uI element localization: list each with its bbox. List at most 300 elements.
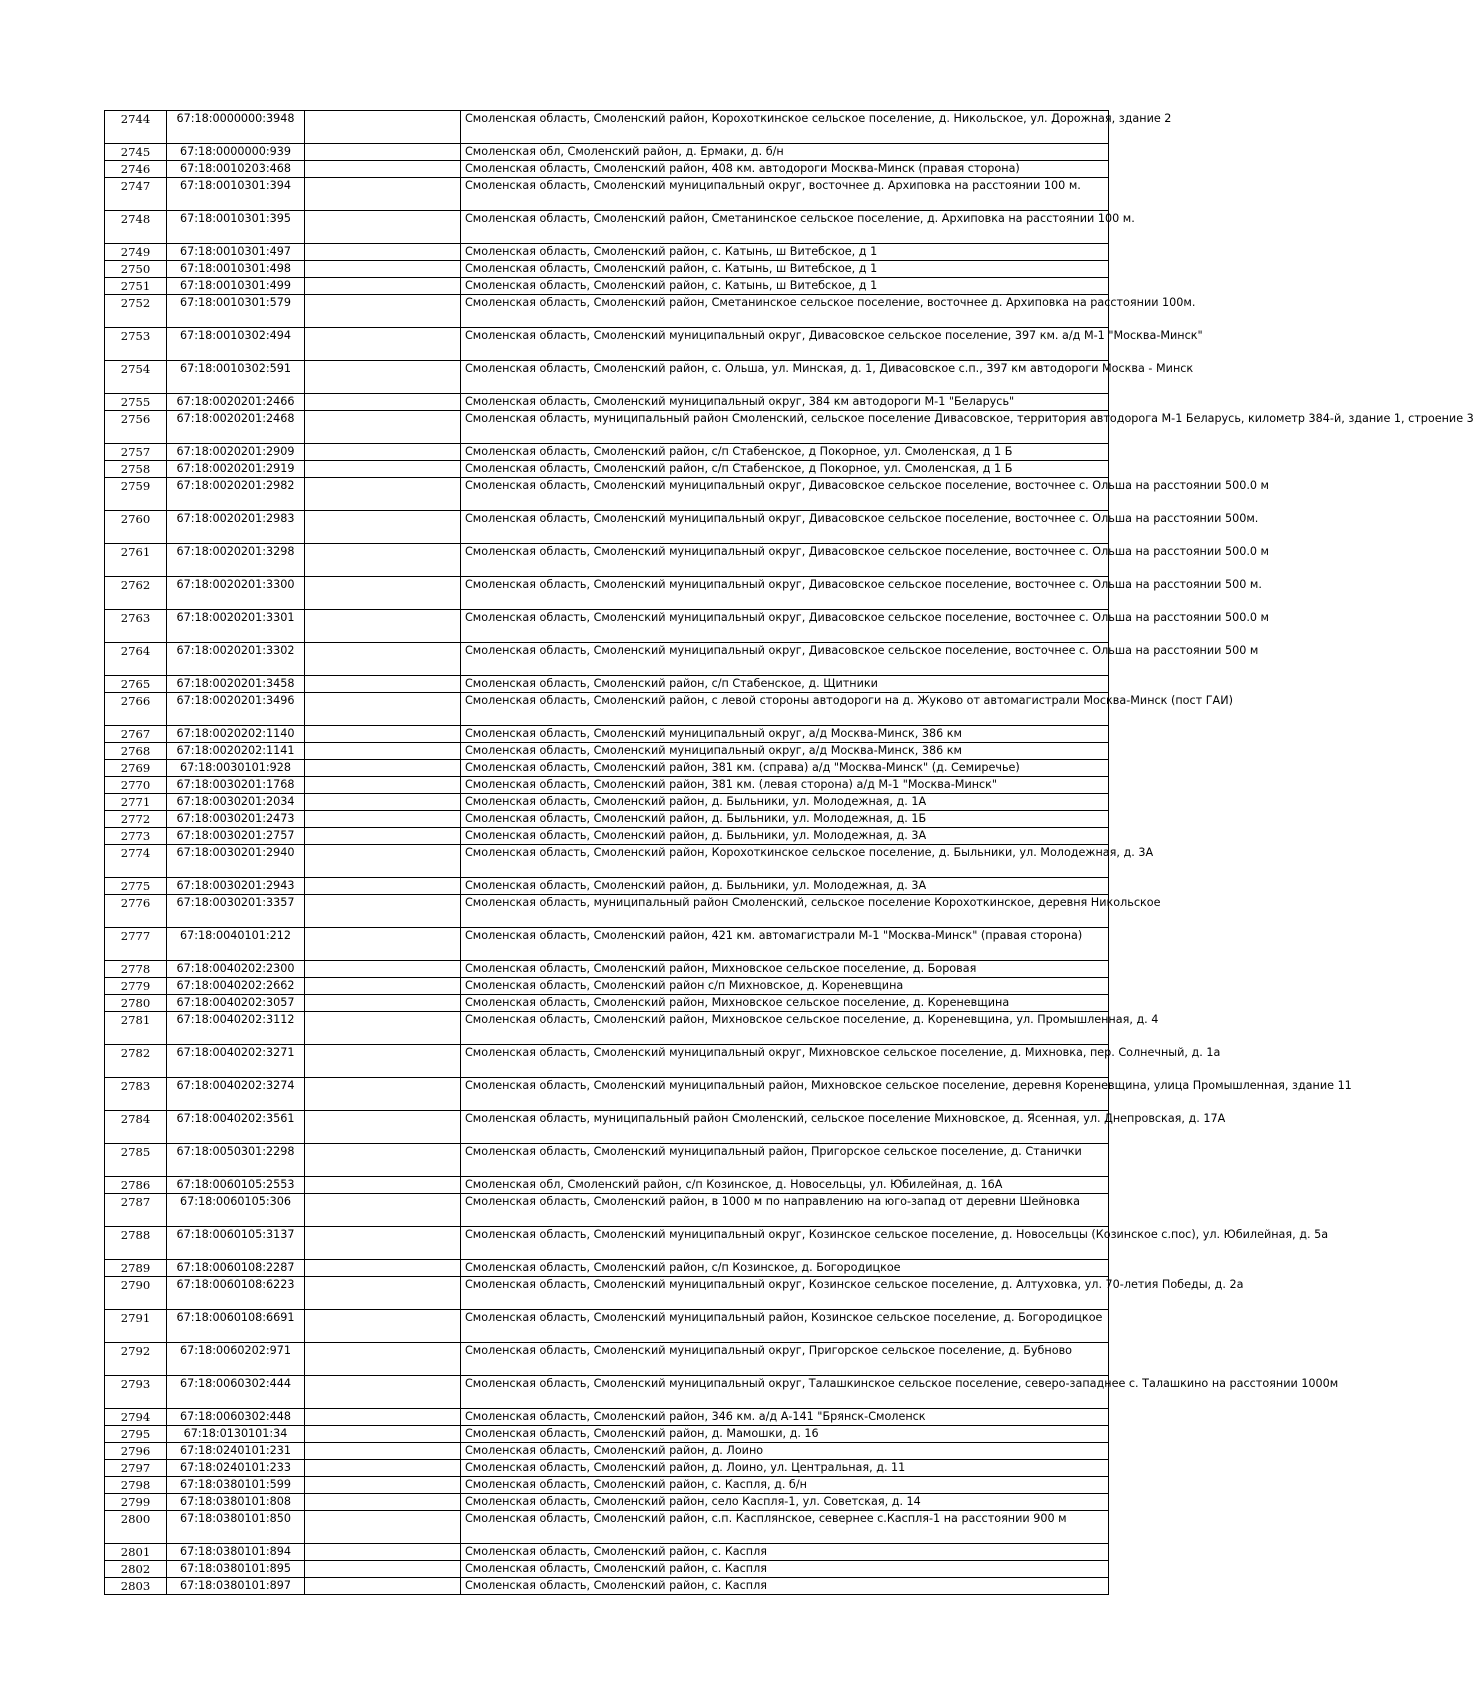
- note-cell: [305, 144, 461, 161]
- note-cell: [305, 244, 461, 261]
- address-cell: Смоленская область, Смоленский район, д. Быльники, ул. Молодежная, д. 3А: [461, 878, 1109, 895]
- address-cell: Смоленская обл, Смоленский район, д. Ермаки, д. б/н: [461, 144, 1109, 161]
- row-number-cell: 2761: [105, 544, 167, 577]
- cadastral-number-cell: 67:18:0010301:395: [167, 211, 305, 244]
- table-row: [105, 1012, 1109, 1045]
- table-row: [105, 511, 1109, 544]
- row-number-cell: 2783: [105, 1078, 167, 1111]
- note-cell: [305, 1426, 461, 1443]
- note-cell: [305, 1045, 461, 1078]
- address-cell: Смоленская обл, Смоленский район, с/п Козинское, д. Новосельцы, ул. Юбилейная, д. 16А: [461, 1177, 1109, 1194]
- table-row: [105, 643, 1109, 676]
- address-cell: Смоленская область, Смоленский район, с/п Стабенское, д. Щитники: [461, 676, 1109, 693]
- note-cell: [305, 928, 461, 961]
- cadastral-number-cell: 67:18:0010302:494: [167, 328, 305, 361]
- table-row: [105, 961, 1109, 978]
- note-cell: [305, 995, 461, 1012]
- address-cell: Смоленская область, Смоленский муниципальный округ, Дивасовское сельское поселение, восточнее с. Ольша на расстоянии 500м.: [461, 511, 1109, 544]
- row-number-cell: 2786: [105, 1177, 167, 1194]
- address-cell: Смоленская область, Смоленский муниципальный округ, а/д Москва-Минск, 386 км: [461, 726, 1109, 743]
- table-row: [105, 328, 1109, 361]
- table-row: [105, 1578, 1109, 1595]
- table-row: [105, 743, 1109, 760]
- note-cell: [305, 577, 461, 610]
- cadastral-number-cell: 67:18:0030201:3357: [167, 895, 305, 928]
- row-number-cell: 2745: [105, 144, 167, 161]
- table-row: [105, 928, 1109, 961]
- address-cell: Смоленская область, Смоленский район, с.п. Касплянское, севернее с.Каспля-1 на расстоянии 900 м: [461, 1511, 1109, 1544]
- note-cell: [305, 1194, 461, 1227]
- row-number-cell: 2790: [105, 1277, 167, 1310]
- row-number-cell: 2782: [105, 1045, 167, 1078]
- address-cell: Смоленская область, Смоленский муниципальный район, Пригорское сельское поселение, д. Станички: [461, 1144, 1109, 1177]
- note-cell: [305, 111, 461, 144]
- table-row: [105, 726, 1109, 743]
- note-cell: [305, 1277, 461, 1310]
- table-row: [105, 845, 1109, 878]
- address-cell: Смоленская область, Смоленский муниципальный округ, Дивасовское сельское поселение, восточнее с. Ольша на расстоянии 500.0 м: [461, 544, 1109, 577]
- row-number-cell: 2791: [105, 1310, 167, 1343]
- note-cell: [305, 895, 461, 928]
- row-number-cell: 2776: [105, 895, 167, 928]
- table-row: [105, 1277, 1109, 1310]
- row-number-cell: 2779: [105, 978, 167, 995]
- table-row: [105, 1376, 1109, 1409]
- table-row: [105, 1409, 1109, 1426]
- note-cell: [305, 1409, 461, 1426]
- note-cell: [305, 328, 461, 361]
- address-cell: Смоленская область, Смоленский муниципальный округ, Дивасовское сельское поселение, восточнее с. Ольша на расстоянии 500.0 м: [461, 610, 1109, 643]
- note-cell: [305, 1443, 461, 1460]
- cadastral-number-cell: 67:18:0060108:2287: [167, 1260, 305, 1277]
- table-row: [105, 1078, 1109, 1111]
- note-cell: [305, 878, 461, 895]
- row-number-cell: 2789: [105, 1260, 167, 1277]
- cadastral-number-cell: 67:18:0040202:2662: [167, 978, 305, 995]
- table-row: [105, 461, 1109, 478]
- row-number-cell: 2754: [105, 361, 167, 394]
- row-number-cell: 2780: [105, 995, 167, 1012]
- note-cell: [305, 978, 461, 995]
- address-cell: Смоленская область, Смоленский район, Михновское сельское поселение, д. Кореневщина, ул. Промышленная, д. 4: [461, 1012, 1109, 1045]
- row-number-cell: 2744: [105, 111, 167, 144]
- row-number-cell: 2800: [105, 1511, 167, 1544]
- row-number-cell: 2792: [105, 1343, 167, 1376]
- cadastral-number-cell: 67:18:0060105:3137: [167, 1227, 305, 1260]
- address-cell: Смоленская область, Смоленский район, д. Быльники, ул. Молодежная, д. 1Б: [461, 811, 1109, 828]
- cadastral-number-cell: 67:18:0020201:2919: [167, 461, 305, 478]
- address-cell: Смоленская область, Смоленский район, с. Катынь, ш Витебское, д 1: [461, 244, 1109, 261]
- cadastral-number-cell: 67:18:0040202:3271: [167, 1045, 305, 1078]
- address-cell: Смоленская область, Смоленский район, Сметанинское сельское поселение, д. Архиповка на расстоянии 100 м.: [461, 211, 1109, 244]
- row-number-cell: 2755: [105, 394, 167, 411]
- cadastral-number-cell: 67:18:0020201:3302: [167, 643, 305, 676]
- table-row: [105, 878, 1109, 895]
- cadastral-number-cell: 67:18:0020201:3300: [167, 577, 305, 610]
- address-cell: Смоленская область, Смоленский район, д. Быльники, ул. Молодежная, д. 1А: [461, 794, 1109, 811]
- note-cell: [305, 295, 461, 328]
- note-cell: [305, 828, 461, 845]
- row-number-cell: 2802: [105, 1561, 167, 1578]
- row-number-cell: 2788: [105, 1227, 167, 1260]
- address-cell: Смоленская область, Смоленский район, д. Быльники, ул. Молодежная, д. 3А: [461, 828, 1109, 845]
- table-row: [105, 1343, 1109, 1376]
- address-cell: Смоленская область, Смоленский район, д. Мамошки, д. 16: [461, 1426, 1109, 1443]
- table-row: [105, 1544, 1109, 1561]
- table-row: [105, 1227, 1109, 1260]
- table-row: [105, 610, 1109, 643]
- address-cell: Смоленская область, Смоленский муниципальный округ, Талашкинское сельское поселение, северо-западнее с. Талашкино на расстоянии 1000м: [461, 1376, 1109, 1409]
- address-cell: Смоленская область, Смоленский район, д. Лоино: [461, 1443, 1109, 1460]
- cadastral-number-cell: 67:18:0000000:939: [167, 144, 305, 161]
- cadastral-number-cell: 67:18:0010301:499: [167, 278, 305, 295]
- address-cell: Смоленская область, Смоленский район с/п Михновское, д. Кореневщина: [461, 978, 1109, 995]
- row-number-cell: 2757: [105, 444, 167, 461]
- row-number-cell: 2764: [105, 643, 167, 676]
- row-number-cell: 2749: [105, 244, 167, 261]
- table-row: [105, 828, 1109, 845]
- cadastral-number-cell: 67:18:0040202:3112: [167, 1012, 305, 1045]
- note-cell: [305, 1227, 461, 1260]
- cadastral-number-cell: 67:18:0030201:2473: [167, 811, 305, 828]
- row-number-cell: 2794: [105, 1409, 167, 1426]
- address-cell: Смоленская область, Смоленский район, Михновское сельское поселение, д. Кореневщина: [461, 995, 1109, 1012]
- note-cell: [305, 760, 461, 777]
- cadastral-number-cell: 67:18:0060202:971: [167, 1343, 305, 1376]
- cadastral-number-cell: 67:18:0020201:2983: [167, 511, 305, 544]
- address-cell: Смоленская область, Смоленский район, с. Каспля: [461, 1561, 1109, 1578]
- note-cell: [305, 845, 461, 878]
- row-number-cell: 2778: [105, 961, 167, 978]
- address-cell: Смоленская область, муниципальный район Смоленский, сельское поселение Корохоткинское, деревня Никольское: [461, 895, 1109, 928]
- row-number-cell: 2751: [105, 278, 167, 295]
- note-cell: [305, 178, 461, 211]
- cadastral-number-cell: 67:18:0060105:306: [167, 1194, 305, 1227]
- note-cell: [305, 1078, 461, 1111]
- table-row: [105, 161, 1109, 178]
- note-cell: [305, 394, 461, 411]
- table-row: [105, 895, 1109, 928]
- note-cell: [305, 1012, 461, 1045]
- note-cell: [305, 544, 461, 577]
- address-cell: Смоленская область, Смоленский муниципальный округ, Дивасовское сельское поселение, восточнее с. Ольша на расстоянии 500 м.: [461, 577, 1109, 610]
- address-cell: Смоленская область, Смоленский муниципальный округ, Дивасовское сельское поселение, восточнее с. Ольша на расстоянии 500 м: [461, 643, 1109, 676]
- row-number-cell: 2781: [105, 1012, 167, 1045]
- table-row: [105, 244, 1109, 261]
- note-cell: [305, 1511, 461, 1544]
- cadastral-number-cell: 67:18:0020201:2466: [167, 394, 305, 411]
- row-number-cell: 2787: [105, 1194, 167, 1227]
- row-number-cell: 2769: [105, 760, 167, 777]
- cadastral-number-cell: 67:18:0030201:2757: [167, 828, 305, 845]
- table-row: [105, 577, 1109, 610]
- row-number-cell: 2747: [105, 178, 167, 211]
- address-cell: Смоленская область, Смоленский муниципальный округ, Козинское сельское поселение, д. Новосельцы (Козинское с.пос), ул. Юбилейная, д. 5а: [461, 1227, 1109, 1260]
- note-cell: [305, 961, 461, 978]
- address-cell: Смоленская область, Смоленский муниципальный округ, Дивасовское сельское поселение, восточнее с. Ольша на расстоянии 500.0 м: [461, 478, 1109, 511]
- table-row: [105, 777, 1109, 794]
- row-number-cell: 2775: [105, 878, 167, 895]
- row-number-cell: 2762: [105, 577, 167, 610]
- cadastral-number-cell: 67:18:0130101:34: [167, 1426, 305, 1443]
- cadastral-number-cell: 67:18:0060302:444: [167, 1376, 305, 1409]
- address-cell: Смоленская область, Смоленский район, с. Ольша, ул. Минская, д. 1, Дивасовское с.п., 397 км автодороги Москва - Минск: [461, 361, 1109, 394]
- address-cell: Смоленская область, Смоленский район, с. Катынь, ш Витебское, д 1: [461, 261, 1109, 278]
- table-row: [105, 760, 1109, 777]
- note-cell: [305, 1177, 461, 1194]
- cadastral-number-cell: 67:18:0020201:3458: [167, 676, 305, 693]
- note-cell: [305, 278, 461, 295]
- note-cell: [305, 511, 461, 544]
- row-number-cell: 2799: [105, 1494, 167, 1511]
- address-cell: Смоленская область, Смоленский район, село Каспля-1, ул. Советская, д. 14: [461, 1494, 1109, 1511]
- table-row: [105, 676, 1109, 693]
- row-number-cell: 2772: [105, 811, 167, 828]
- row-number-cell: 2803: [105, 1578, 167, 1595]
- address-cell: Смоленская область, Смоленский район, д. Лоино, ул. Центральная, д. 11: [461, 1460, 1109, 1477]
- table-row: [105, 693, 1109, 726]
- row-number-cell: 2760: [105, 511, 167, 544]
- address-cell: Смоленская область, Смоленский муниципальный район, Михновское сельское поселение, деревня Кореневщина, улица Промышленная, здание 11: [461, 1078, 1109, 1111]
- table-row: [105, 1477, 1109, 1494]
- note-cell: [305, 461, 461, 478]
- cadastral-number-cell: 67:18:0030201:2943: [167, 878, 305, 895]
- table-row: [105, 1194, 1109, 1227]
- note-cell: [305, 1578, 461, 1595]
- cadastral-number-cell: 67:18:0000000:3948: [167, 111, 305, 144]
- row-number-cell: 2750: [105, 261, 167, 278]
- cadastral-number-cell: 67:18:0020201:3301: [167, 610, 305, 643]
- document-page: [104, 110, 1474, 1595]
- address-cell: Смоленская область, Смоленский муниципальный округ, а/д Москва-Минск, 386 км: [461, 743, 1109, 760]
- address-cell: Смоленская область, муниципальный район Смоленский, сельское поселение Михновское, д. Ясенная, ул. Днепровская, д. 17А: [461, 1111, 1109, 1144]
- address-cell: Смоленская область, Смоленский район, с. Каспля: [461, 1578, 1109, 1595]
- address-cell: Смоленская область, Смоленский муниципальный округ, Михновское сельское поселение, д. Михновка, пер. Солнечный, д. 1а: [461, 1045, 1109, 1078]
- cadastral-number-cell: 67:18:0380101:894: [167, 1544, 305, 1561]
- cadastral-number-cell: 67:18:0240101:231: [167, 1443, 305, 1460]
- row-number-cell: 2777: [105, 928, 167, 961]
- address-cell: Смоленская область, Смоленский район, с/п Стабенское, д Покорное, ул. Смоленская, д 1 Б: [461, 444, 1109, 461]
- cadastral-number-cell: 67:18:0020201:3298: [167, 544, 305, 577]
- note-cell: [305, 1310, 461, 1343]
- cadastral-number-cell: 67:18:0380101:808: [167, 1494, 305, 1511]
- address-cell: Смоленская область, Смоленский район, Корохоткинское сельское поселение, д. Никольское, ул. Дорожная, здание 2: [461, 111, 1109, 144]
- note-cell: [305, 211, 461, 244]
- row-number-cell: 2748: [105, 211, 167, 244]
- row-number-cell: 2766: [105, 693, 167, 726]
- address-cell: Смоленская область, Смоленский муниципальный район, Козинское сельское поселение, д. Богородицкое: [461, 1310, 1109, 1343]
- table-row: [105, 811, 1109, 828]
- registry-table-body: [105, 111, 1474, 1595]
- address-cell: Смоленская область, Смоленский район, с/п Стабенское, д Покорное, ул. Смоленская, д 1 Б: [461, 461, 1109, 478]
- note-cell: [305, 478, 461, 511]
- note-cell: [305, 777, 461, 794]
- cadastral-number-cell: 67:18:0020202:1141: [167, 743, 305, 760]
- table-row: [105, 1177, 1109, 1194]
- address-cell: Смоленская область, Смоленский район, 408 км. автодороги Москва-Минск (правая сторона): [461, 161, 1109, 178]
- address-cell: Смоленская область, Смоленский район, 421 км. автомагистрали М-1 "Москва-Минск" (правая сторона): [461, 928, 1109, 961]
- row-number-cell: 2797: [105, 1460, 167, 1477]
- address-cell: Смоленская область, Смоленский муниципальный округ, Дивасовское сельское поселение, 397 км. а/д М-1 "Москва-Минск": [461, 328, 1109, 361]
- cadastral-number-cell: 67:18:0060108:6691: [167, 1310, 305, 1343]
- address-cell: Смоленская область, Смоленский муниципальный округ, Козинское сельское поселение, д. Алтуховка, ул. 70-летия Победы, д. 2а: [461, 1277, 1109, 1310]
- note-cell: [305, 1561, 461, 1578]
- note-cell: [305, 1376, 461, 1409]
- cadastral-number-cell: 67:18:0020201:3496: [167, 693, 305, 726]
- note-cell: [305, 1460, 461, 1477]
- row-number-cell: 2765: [105, 676, 167, 693]
- note-cell: [305, 811, 461, 828]
- address-cell: Смоленская область, Смоленский район, с левой стороны автодороги на д. Жуково от автомагистрали Москва-Минск (пост ГАИ): [461, 693, 1109, 726]
- note-cell: [305, 693, 461, 726]
- note-cell: [305, 411, 461, 444]
- address-cell: Смоленская область, Смоленский район, Сметанинское сельское поселение, восточнее д. Архиповка на расстоянии 100м.: [461, 295, 1109, 328]
- table-row: [105, 1561, 1109, 1578]
- cadastral-number-cell: 67:18:0040202:2300: [167, 961, 305, 978]
- registry-table: [104, 110, 1474, 1595]
- table-row: [105, 478, 1109, 511]
- table-row: [105, 444, 1109, 461]
- table-row: [105, 794, 1109, 811]
- cadastral-number-cell: 67:18:0040202:3561: [167, 1111, 305, 1144]
- note-cell: [305, 1494, 461, 1511]
- cadastral-number-cell: 67:18:0240101:233: [167, 1460, 305, 1477]
- address-cell: Смоленская область, Смоленский район, с. Каспля: [461, 1544, 1109, 1561]
- row-number-cell: 2798: [105, 1477, 167, 1494]
- table-row: [105, 1443, 1109, 1460]
- table-row: [105, 1511, 1109, 1544]
- cadastral-number-cell: 67:18:0030201:1768: [167, 777, 305, 794]
- table-row: [105, 1260, 1109, 1277]
- row-number-cell: 2796: [105, 1443, 167, 1460]
- row-number-cell: 2759: [105, 478, 167, 511]
- note-cell: [305, 261, 461, 278]
- row-number-cell: 2773: [105, 828, 167, 845]
- table-row: [105, 394, 1109, 411]
- address-cell: Смоленская область, Смоленский район, с. Каспля, д. б/н: [461, 1477, 1109, 1494]
- note-cell: [305, 726, 461, 743]
- table-row: [105, 544, 1109, 577]
- row-number-cell: 2756: [105, 411, 167, 444]
- row-number-cell: 2763: [105, 610, 167, 643]
- address-cell: Смоленская область, Смоленский район, Корохоткинское сельское поселение, д. Быльники, ул. Молодежная, д. 3А: [461, 845, 1109, 878]
- note-cell: [305, 610, 461, 643]
- row-number-cell: 2770: [105, 777, 167, 794]
- address-cell: Смоленская область, Смоленский муниципальный округ, Пригорское сельское поселение, д. Бубново: [461, 1343, 1109, 1376]
- cadastral-number-cell: 67:18:0040101:212: [167, 928, 305, 961]
- cadastral-number-cell: 67:18:0030201:2940: [167, 845, 305, 878]
- note-cell: [305, 1343, 461, 1376]
- address-cell: Смоленская область, Смоленский район, 381 км. (левая сторона) а/д М-1 "Москва-Минск": [461, 777, 1109, 794]
- cadastral-number-cell: 67:18:0010301:498: [167, 261, 305, 278]
- note-cell: [305, 676, 461, 693]
- cadastral-number-cell: 67:18:0060108:6223: [167, 1277, 305, 1310]
- cadastral-number-cell: 67:18:0030201:2034: [167, 794, 305, 811]
- note-cell: [305, 1144, 461, 1177]
- table-row: [105, 361, 1109, 394]
- note-cell: [305, 361, 461, 394]
- row-number-cell: 2795: [105, 1426, 167, 1443]
- table-row: [105, 211, 1109, 244]
- table-row: [105, 978, 1109, 995]
- note-cell: [305, 1260, 461, 1277]
- row-number-cell: 2753: [105, 328, 167, 361]
- row-number-cell: 2785: [105, 1144, 167, 1177]
- cadastral-number-cell: 67:18:0060302:448: [167, 1409, 305, 1426]
- note-cell: [305, 444, 461, 461]
- table-row: [105, 1111, 1109, 1144]
- cadastral-number-cell: 67:18:0010203:468: [167, 161, 305, 178]
- address-cell: Смоленская область, Смоленский район, с. Катынь, ш Витебское, д 1: [461, 278, 1109, 295]
- address-cell: Смоленская область, Смоленский муниципальный округ, восточнее д. Архиповка на расстоянии 100 м.: [461, 178, 1109, 211]
- table-row: [105, 178, 1109, 211]
- row-number-cell: 2793: [105, 1376, 167, 1409]
- cadastral-number-cell: 67:18:0020201:2909: [167, 444, 305, 461]
- row-number-cell: 2768: [105, 743, 167, 760]
- row-number-cell: 2758: [105, 461, 167, 478]
- cadastral-number-cell: 67:18:0010301:497: [167, 244, 305, 261]
- note-cell: [305, 794, 461, 811]
- table-row: [105, 411, 1109, 444]
- table-row: [105, 995, 1109, 1012]
- cadastral-number-cell: 67:18:0040202:3274: [167, 1078, 305, 1111]
- table-row: [105, 1310, 1109, 1343]
- table-row: [105, 1494, 1109, 1511]
- address-cell: Смоленская область, Смоленский район, в 1000 м по направлению на юго-запад от деревни Шейновка: [461, 1194, 1109, 1227]
- address-cell: Смоленская область, муниципальный район Смоленский, сельское поселение Дивасовское, территория автодорога М-1 Беларусь, километр 384-й, здание 1, строение 3: [461, 411, 1109, 444]
- address-cell: Смоленская область, Смоленский район, с/п Козинское, д. Богородицкое: [461, 1260, 1109, 1277]
- note-cell: [305, 643, 461, 676]
- row-number-cell: 2801: [105, 1544, 167, 1561]
- cadastral-number-cell: 67:18:0020201:2468: [167, 411, 305, 444]
- table-row: [105, 1045, 1109, 1078]
- cadastral-number-cell: 67:18:0380101:897: [167, 1578, 305, 1595]
- cadastral-number-cell: 67:18:0380101:895: [167, 1561, 305, 1578]
- address-cell: Смоленская область, Смоленский район, 381 км. (справа) а/д "Москва-Минск" (д. Семиречье): [461, 760, 1109, 777]
- note-cell: [305, 161, 461, 178]
- row-number-cell: 2784: [105, 1111, 167, 1144]
- cadastral-number-cell: 67:18:0020202:1140: [167, 726, 305, 743]
- cadastral-number-cell: 67:18:0380101:850: [167, 1511, 305, 1544]
- table-row: [105, 111, 1109, 144]
- cadastral-number-cell: 67:18:0010301:579: [167, 295, 305, 328]
- note-cell: [305, 743, 461, 760]
- cadastral-number-cell: 67:18:0380101:599: [167, 1477, 305, 1494]
- table-row: [105, 278, 1109, 295]
- cadastral-number-cell: 67:18:0060105:2553: [167, 1177, 305, 1194]
- cadastral-number-cell: 67:18:0040202:3057: [167, 995, 305, 1012]
- cadastral-number-cell: 67:18:0050301:2298: [167, 1144, 305, 1177]
- note-cell: [305, 1477, 461, 1494]
- table-row: [105, 261, 1109, 278]
- table-row: [105, 144, 1109, 161]
- row-number-cell: 2767: [105, 726, 167, 743]
- row-number-cell: 2746: [105, 161, 167, 178]
- cadastral-number-cell: 67:18:0010301:394: [167, 178, 305, 211]
- table-row: [105, 1460, 1109, 1477]
- cadastral-number-cell: 67:18:0030101:928: [167, 760, 305, 777]
- note-cell: [305, 1544, 461, 1561]
- address-cell: Смоленская область, Смоленский муниципальный округ, 384 км автодороги М-1 "Беларусь": [461, 394, 1109, 411]
- cadastral-number-cell: 67:18:0020201:2982: [167, 478, 305, 511]
- row-number-cell: 2774: [105, 845, 167, 878]
- note-cell: [305, 1111, 461, 1144]
- table-row: [105, 1426, 1109, 1443]
- row-number-cell: 2771: [105, 794, 167, 811]
- cadastral-number-cell: 67:18:0010302:591: [167, 361, 305, 394]
- address-cell: Смоленская область, Смоленский район, Михновское сельское поселение, д. Боровая: [461, 961, 1109, 978]
- table-row: [105, 1144, 1109, 1177]
